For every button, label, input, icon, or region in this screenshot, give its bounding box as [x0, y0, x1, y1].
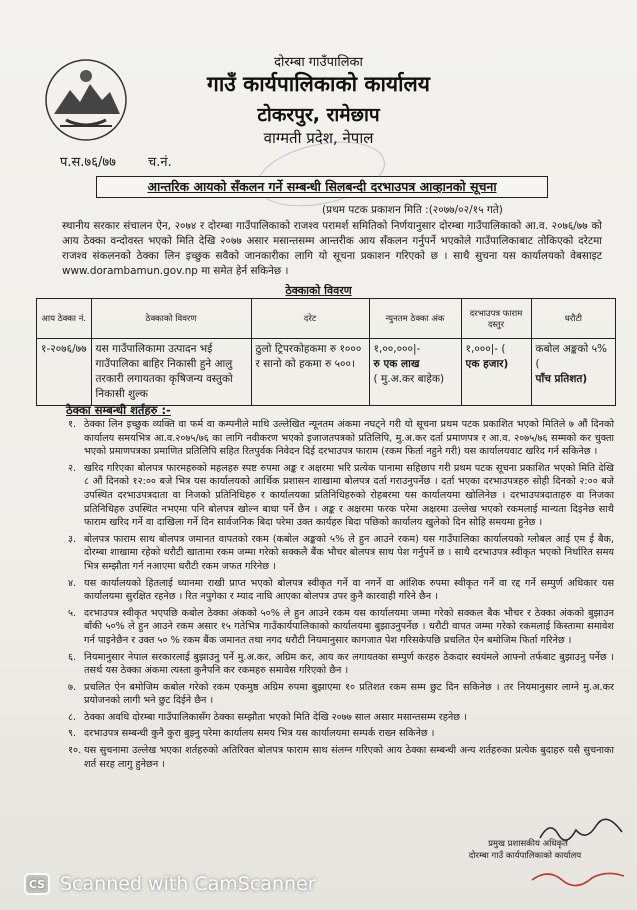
province-name: वाग्मती प्रदेश, नेपाल — [263, 129, 374, 147]
term-number: १. — [68, 419, 77, 430]
term-number: ३. — [68, 533, 77, 545]
min-amount-figure: १,००,०००|- — [373, 343, 421, 355]
term-text: प्रचलित ऐन बमोजिम कबोल गरेको रकम एकमुष्ठ अग्रिम रुपमा बुझाएमा १० प्रतिशत रकम सम्म छुट दिन सकिनेछ । तर नियमानुसार लाग्ने मु.अ.कर प्रयोजनको लागी भने छुट दिईने छैन । — [84, 681, 614, 707]
cell-contract-no: १-२०७६/७७ — [37, 339, 92, 406]
term-number: ६. — [68, 651, 77, 663]
header-description: ठेक्काको विवरण — [91, 299, 251, 339]
min-amount-note: ( मु.अ.कर बाहेक) — [373, 373, 445, 385]
term-number: ९. — [68, 728, 77, 740]
terms-title: ठेक्का सम्बन्धी शर्तहरु :- — [66, 403, 171, 417]
term-text: खरिद गरिएका बोलपत्र फारमहरुको महलहरु स्पष्ट रुपमा अङ्क र अक्षरमा भरि प्रत्येक पानामा सहिछाप गरी प्रथम पटक सूचना प्रकाशित भएको मिति देखि ८ औं दिनको १२:०० बजे भित्र यस कार्यालयको आर्थिक प्रशासन शाखामा बोलपत्र दर्ता गराउनुपर्नेछ । दर्ता भएका दरभाउपत्रहरु सोही दिनको २:०० बजे उपस्थित दरभाउपत्रदाता वा निजको प्रतिनिधिहरु र कार्यालयका प्रतिनिधिहरुको रोहबरमा यस कार्यालयमा खोलिनेछ । दरभाउपत्रदाताहरु वा निजका प्रतिनिधिहरु उपस्थित नभएमा पनि बोलपत्र खोल्न बाधा पर्ने छैन । अङ्क र अक्षरमा फरक परेमा अक्षरमा उल्लेख भएको रकमलाई मान्यता दिइनेछ साथै फाराम खरिद गर्ने वा दाखिला गर्ने दिन सार्वजनिक बिदा परेमा उक्त कार्यहरु बिदा पछिको कार्यालय खुलेको दिन सोहि समयमा हुनेछ । — [84, 462, 614, 529]
term-number: ७. — [68, 681, 77, 693]
table-header-row — [37, 299, 616, 339]
notice-intro: स्थानीय सरकार संचालन ऐन, २०७४ र दोरम्बा गाउँपालिकाको राजश्व परामर्श समितिको निर्णयानुसार दोरम्बा गाउँपालिकाको आ.व. २०७६/७७ को आय ठेक्का वन्दोवस्त भएको मिति देखि २०७७ असार मसान्तसम्म आन्तरीक आय सँकलन गर्नुपर्ने भएकोले गाउँपालिकाबाट तोकिएको दरेटमा राजश्व संकलनको ठेक्का लिन इच्छुक सवैको जानकारीका लागि यो सूचना प्रकाशन गरिएको छ । साथै सुचना यस कार्यालयको वेबसाइट www.dorambamun.gov.np मा समेत हेर्न सकिनेछ । — [62, 220, 602, 277]
term-number: ५. — [68, 607, 77, 619]
reference-number: प.स.७६/७७ — [60, 155, 116, 170]
camscanner-watermark — [0, 858, 637, 910]
header-form-fee: दरभाउपत्र फाराम दस्तुर — [461, 299, 531, 339]
deposit-words: पाँच प्रतिशत) — [535, 373, 588, 385]
cell-form-fee — [461, 339, 531, 406]
list-item — [58, 744, 614, 771]
cell-rate: ठुलो ट्रिपरकोहकमा रु १००० र सानो को हकमा रु ५००। — [251, 339, 369, 406]
term-number: १०. — [68, 745, 82, 757]
list-item — [58, 607, 614, 648]
form-fee-words: एक हजार) — [465, 358, 509, 370]
term-number: ४. — [68, 577, 77, 589]
notice-title: आन्तरिक आयको सँकलन गर्ने सम्बन्धी सिलबन्दी दरभाउपत्र आव्हानको सूचना — [96, 176, 548, 198]
contract-table — [36, 298, 616, 406]
municipality-name: दोरम्बा गाउँपालिका — [274, 55, 363, 70]
camscanner-text: Scanned with CamScanner — [60, 873, 316, 895]
list-item — [58, 577, 614, 604]
term-text: यस कार्यालयको हितलाई ध्यानमा राखी प्राप्त भएको बोलपत्र स्वीकृत गर्ने वा नगर्ने वा आंशिक रुपमा स्वीकृत गर्ने वा रद्द गर्ने सम्पुर्ण अधिकार यस कार्यालयमा सुरक्षित रहनेछ । रित नपुगेका र म्याद नाघि आएका बोलपत्र उपर कुनै कारवाही गरिने छैन । — [84, 577, 614, 603]
term-text: दरभाउपत्र सम्बन्धी कुनै कुरा बुझ्नु परेमा कार्यालय समय भित्र यस कार्यालयमा सम्पर्क राख्न सकिनेछ । — [84, 728, 435, 740]
list-item — [58, 462, 614, 530]
term-text: ठेक्का अवधि दोरम्बा गाउँपालिकासँग ठेक्का सम्झौता भएको मिति देखि २०७७ साल असार मसान्तसम्म रहनेछ । — [84, 711, 467, 723]
term-number: ८. — [68, 711, 77, 723]
term-text: बोलपत्र फाराम साथ बोलपत्र जमानत वापतको रकम (कबोल अङ्कको ५% ले हुन आउने रकम) यस गाउँपालिका कार्यालयको ग्लोबल आई एम ई बैक, दोरम्बा शाखामा रहेको धरौटी खातामा रकम जम्मा गरेको सक्कलै बैंक भौचर बोलपत्र साथ पेश गर्नुपर्ने छ । साथै दरभाउपत्र स्वीकृत भएको निर्धारित समय भित्र सम्झौता गर्न नआएमा धरौटी रकम जफत गरिनेछ । — [84, 533, 614, 572]
list-item — [58, 418, 614, 459]
dispatch-number: च.नं. — [148, 155, 172, 170]
list-item — [58, 681, 614, 708]
cell-description: यस गाउँपालिकामा उत्पादन भई गाउँपालिका बाहिर निकासी हुने आलु तरकारी लगायतका कृषिजन्य वस्तुको निकासी शुल्क — [91, 339, 251, 406]
form-fee-figure: १,०००|- ( — [465, 343, 506, 355]
term-text: नियमानुसार नेपाल सरकारलाई बुझाउनु पर्ने मु.अ.कर, अग्रिम कर, आय कर लगायतका सम्पुर्ण करहरु ठेकदार स्वयंमले आफ्नो तर्फबाट बुझाउनु पर्नेछ । तसर्थ यस ठेक्का अंकमा त्यस्ता कुनैपनि कर रकमहरु समावेस गरिएको छैन । — [84, 651, 614, 677]
camscanner-logo-icon: CS — [24, 873, 50, 895]
list-item — [58, 651, 614, 678]
header-deposit: धरौटी — [531, 299, 615, 339]
office-name: गाउँ कार्यपालिकाको कार्यालय — [207, 72, 430, 96]
min-amount-words: रु एक लाख — [373, 358, 420, 370]
table-caption: ठेक्काको विवरण — [285, 284, 352, 297]
header-contract-no: आय ठेक्का नं. — [37, 299, 92, 339]
signatory-office: दोरम्बा गाउँ कार्यपालिकाको कार्यालय — [468, 851, 582, 861]
publication-date: (प्रथम पटक प्रकाशन मिति :(२०७७/०२/१५ गते) — [322, 204, 503, 216]
office-location: टोकरपुर, रामेछाप — [257, 104, 380, 126]
list-item — [58, 727, 614, 741]
list-item — [58, 711, 614, 725]
list-item — [58, 533, 614, 574]
cell-min-amount — [369, 339, 461, 406]
header-rate: दरेट — [251, 299, 369, 339]
deposit-figure: कबोल अङ्कको ५%( — [535, 343, 608, 370]
cell-deposit — [531, 339, 615, 406]
header-min-amount: न्युनतम ठेक्का अंक — [369, 299, 461, 339]
term-text: ठेक्का लिन इच्छुक व्यक्ति वा फर्म वा कम्पनीले माथि उल्लेखित न्यूनतम अंकमा नघट्ने गरी यो सूचना प्रथम पटक प्रकाशित भएको मितिले ७ औं दिनको कार्यालय समयभित्र आ.व.२०७५/७६ का लागि नवीकरण भएको इजाजतपत्रको प्रतिलिपि, मु.अ.कर दर्ता प्रमाणपत्र र आ.व. २०७५/७६ सम्मको कर चुक्ता भएको प्रमाणपत्रका प्रमाणित प्रतिलिपि सहित रितपुर्वक निवेदन दिई दरभाउपत्र फाराम (रकम फिर्ता नहुने गरी) यस कार्यालयवाट खरिद गर्न सकिनेछ । — [84, 419, 614, 458]
table-row — [37, 339, 616, 406]
term-text: यस सुचनामा उल्लेख भएका शर्तहरुको अतिरिक्त बोलपत्र फाराम साथ संलग्न गरिएको आय ठेक्का सम्बन्धी अन्य शर्तहरुका प्रत्येक बुदाहरु यसै सुचनाका शर्त सरह लागु हुनेछन । — [84, 745, 614, 770]
signatory-title: प्रमुख प्रशासकीय अधिकृत — [488, 839, 568, 849]
term-number: २. — [68, 462, 77, 474]
terms-list — [58, 418, 614, 774]
term-text: दरभाउपत्र स्वीकृत भएपछि कबोल ठेक्का अंकको ५०% ले हुन आउने रकम यस कार्यालयमा जम्मा गरेको सक्कल बैक भौचर र ठेक्का अंकको बुझाउन बाँकी ५०% ले हुन आउने रकम असार १५ गतेभित्र गाउँकार्यपालिकाको कार्यालयमा बुझाउनुपर्नेछ । धरौटी वापत जम्मा गरेको रकमलाई किस्तामा समावेश गर्न पाइनेछैन र उक्त ५० % रकम बैंक जमानत तथा नगद धरौटी नियमानुसार कागजात पेश गरिसकेपछि प्रचलित ऐन बमोजिम फिर्ता गरिनेछ । — [84, 607, 614, 646]
